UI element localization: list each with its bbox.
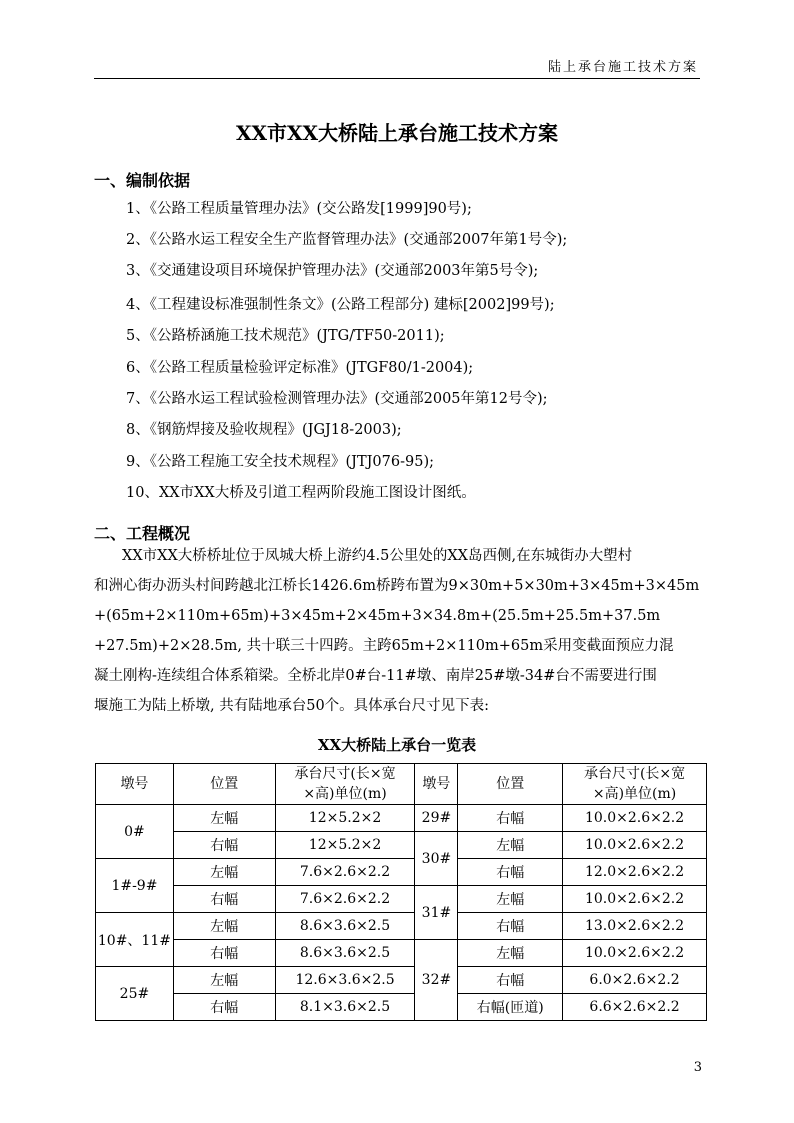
- paragraph-line: +27.5m)+2×28.5m, 共十联三十四跨。主跨65m+2×110m+65m采用变截面预应力混: [94, 638, 674, 654]
- position-cell: 左幅: [458, 886, 563, 913]
- size-cell: 6.6×2.6×2.2: [563, 994, 707, 1021]
- header-size-line1: 承台尺寸(长×宽: [583, 766, 686, 782]
- table-title: XX大桥陆上承台一览表: [317, 736, 477, 754]
- size-cell: 7.6×2.6×2.2: [275, 859, 415, 886]
- pier-cell: 0#: [96, 805, 174, 859]
- position-cell: 右幅: [173, 994, 275, 1021]
- reference-item: 4、《工程建设标准强制性条文》(公路工程部分) 建标[2002]99号);: [126, 297, 555, 313]
- position-cell: 右幅: [173, 832, 275, 859]
- table-row: [96, 832, 707, 859]
- position-cell: 左幅: [173, 859, 275, 886]
- position-cell: 右幅: [173, 886, 275, 913]
- reference-item: 1、《公路工程质量管理办法》(交公路发[1999]90号);: [126, 201, 472, 217]
- paragraph-line: 堰施工为陆上桥墩, 共有陆地承台50个。具体承台尺寸见下表:: [94, 698, 490, 714]
- position-cell: 右幅: [458, 967, 563, 994]
- pier-cell: 1#-9#: [96, 859, 174, 913]
- header-size-line2: ×高)单位(m): [303, 786, 387, 802]
- header-pier: 墩号: [415, 764, 458, 805]
- position-cell: 左幅: [173, 967, 275, 994]
- table-row: [96, 967, 707, 994]
- size-cell: 7.6×2.6×2.2: [275, 886, 415, 913]
- reference-item: 8、《钢筋焊接及验收规程》(JGJ18-2003);: [126, 422, 402, 438]
- pier-cell: 29#: [415, 805, 458, 832]
- position-cell: 右幅: [458, 805, 563, 832]
- position-cell: 右幅: [173, 940, 275, 967]
- table-row: [96, 940, 707, 967]
- table-row: [96, 859, 707, 886]
- section-heading-overview: 二、工程概况: [94, 524, 191, 543]
- position-cell: 左幅: [458, 832, 563, 859]
- overview-paragraph: [94, 541, 700, 721]
- size-cell: 6.0×2.6×2.2: [563, 967, 707, 994]
- header-size-line1: 承台尺寸(长×宽: [294, 766, 396, 782]
- position-cell: 左幅: [458, 940, 563, 967]
- reference-item: 6、《公路工程质量检验评定标准》(JTGF80/1-2004);: [126, 360, 474, 376]
- header-size-line2: ×高)单位(m): [592, 786, 677, 802]
- running-header: 陆上承台施工技术方案: [547, 60, 698, 75]
- header-size: [275, 764, 415, 805]
- pile-cap-table: [95, 763, 707, 1021]
- pier-cell: 31#: [415, 886, 458, 940]
- position-cell: 左幅: [173, 805, 275, 832]
- pier-cell: 30#: [415, 832, 458, 886]
- size-cell: 10.0×2.6×2.2: [563, 886, 707, 913]
- size-cell: 10.0×2.6×2.2: [563, 940, 707, 967]
- reference-item: 2、《公路水运工程安全生产监督管理办法》(交通部2007年第1号令);: [126, 232, 568, 248]
- position-cell: 右幅: [458, 913, 563, 940]
- header-size: [563, 764, 707, 805]
- header-position: 位置: [458, 764, 563, 805]
- table-header-row: [96, 764, 707, 805]
- size-cell: 13.0×2.6×2.2: [563, 913, 707, 940]
- reference-item: 5、《公路桥涵施工技术规范》(JTG/TF50-2011);: [126, 328, 445, 344]
- paragraph-line: +(65m+2×110m+65m)+3×45m+2×45m+3×34.8m+(25.5m+25.5m+37.5m: [94, 608, 661, 624]
- pier-cell: 10#、11#: [96, 913, 174, 967]
- size-cell: 12×5.2×2: [275, 832, 415, 859]
- paragraph-line: XX市XX大桥桥址位于凤城大桥上游约4.5公里处的XX岛西侧,在东城街办大塱村: [122, 548, 633, 564]
- reference-item: 9、《公路工程施工安全技术规程》(JTJ076-95);: [126, 454, 434, 470]
- size-cell: 12.0×2.6×2.2: [563, 859, 707, 886]
- reference-item: 10、XX市XX大桥及引道工程两阶段施工图设计图纸。: [126, 485, 476, 501]
- table-row: [96, 805, 707, 832]
- header-pier: 墩号: [96, 764, 174, 805]
- table-row: [96, 913, 707, 940]
- paragraph-line: 和洲心街办沥头村间跨越北江桥长1426.6m桥跨布置为9×30m+5×30m+3×45m+3×45m: [94, 578, 700, 594]
- table-row: [96, 994, 707, 1021]
- pier-cell: 32#: [415, 940, 458, 1021]
- paragraph-line: 凝土刚构-连续组合体系箱梁。全桥北岸0#台-11#墩、南岸25#墩-34#台不需要进行围: [94, 668, 657, 684]
- table-row: [96, 886, 707, 913]
- size-cell: 8.1×3.6×2.5: [275, 994, 415, 1021]
- size-cell: 12×5.2×2: [275, 805, 415, 832]
- position-cell: 左幅: [173, 913, 275, 940]
- size-cell: 10.0×2.6×2.2: [563, 832, 707, 859]
- position-cell: 右幅: [458, 859, 563, 886]
- size-cell: 8.6×3.6×2.5: [275, 913, 415, 940]
- reference-item: 3、《交通建设项目环境保护管理办法》(交通部2003年第5号令);: [126, 263, 539, 279]
- size-cell: 10.0×2.6×2.2: [563, 805, 707, 832]
- size-cell: 12.6×3.6×2.5: [275, 967, 415, 994]
- section-heading-basis: 一、编制依据: [94, 171, 191, 190]
- size-cell: 8.6×3.6×2.5: [275, 940, 415, 967]
- header-position: 位置: [173, 764, 275, 805]
- reference-item: 7、《公路水运工程试验检测管理办法》(交通部2005年第12号令);: [126, 391, 548, 407]
- position-cell: 右幅(匝道): [458, 994, 563, 1021]
- page-number: 3: [693, 1060, 702, 1075]
- document-title: XX市XX大桥陆上承台施工技术方案: [235, 121, 559, 145]
- header-rule: [94, 78, 700, 79]
- pier-cell: 25#: [96, 967, 174, 1021]
